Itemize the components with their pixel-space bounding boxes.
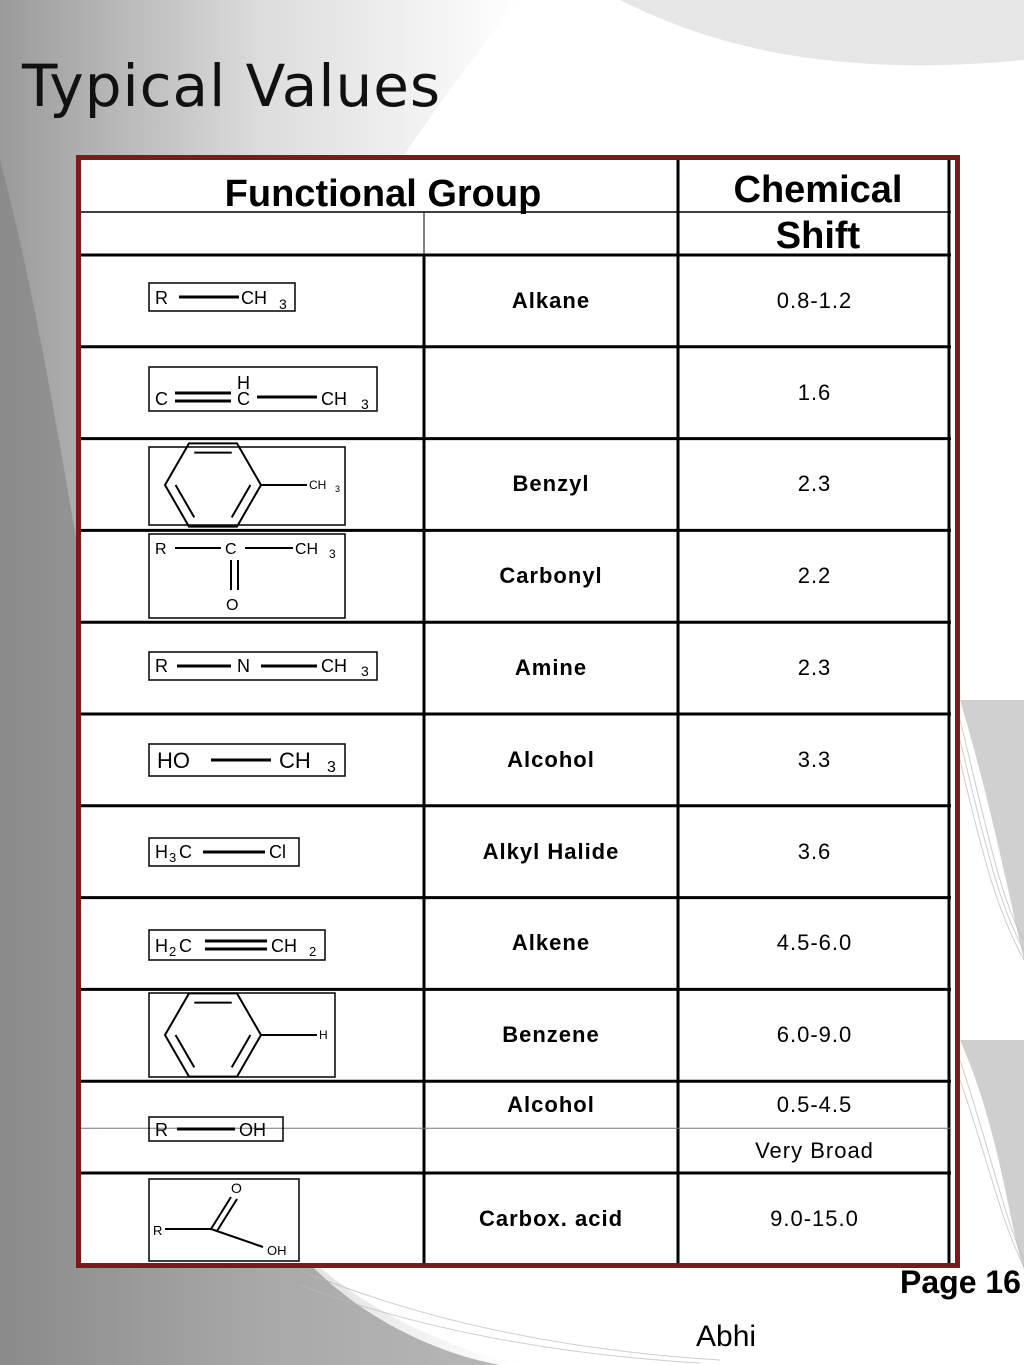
header-chemical-shift-line2: Shift	[775, 215, 861, 257]
chemical-shift-value: 0.5-4.5	[776, 1091, 853, 1117]
chemical-shift-value: 2.3	[797, 655, 832, 681]
structure-atom-label: CH	[271, 935, 297, 956]
table-body	[81, 160, 955, 1263]
structure-atom-label: C	[179, 935, 192, 956]
header-functional-group: Functional Group	[224, 173, 542, 215]
chemical-shift-value: 3.6	[797, 838, 832, 864]
structure-atom-label: 3	[329, 547, 336, 562]
structure-diagram	[81, 439, 424, 531]
structure-atom-label: C	[179, 841, 192, 862]
structure-atom-label: H	[155, 841, 168, 862]
structure-atom-label: 2	[169, 943, 177, 959]
structure-atom-label: CH	[295, 541, 319, 559]
structure-atom-label: H	[319, 1028, 328, 1043]
functional-group-name: Carbox. acid	[478, 1205, 624, 1231]
structure-atom-label: 3	[279, 296, 287, 312]
structure-atom-label: CH	[321, 656, 347, 677]
author-name: Abhi	[696, 1320, 757, 1353]
structure-atom-label: R	[155, 288, 168, 308]
slide-title: Typical Values	[22, 52, 442, 120]
chemical-shift-note: Very Broad	[755, 1137, 874, 1163]
chemical-shift-value: 6.0-9.0	[776, 1022, 853, 1048]
shift-table	[76, 155, 960, 1268]
structure-atom-label: O	[231, 1180, 242, 1196]
chemical-shift-value: 2.3	[797, 471, 832, 497]
functional-group-name: Benzyl	[512, 471, 590, 497]
structure-diagram	[81, 898, 424, 990]
functional-group-name: Alcohol	[507, 1091, 595, 1117]
structure-atom-label: R	[153, 1223, 163, 1238]
structure-atom-label: O	[226, 597, 239, 615]
structure-atom-label: C	[225, 541, 237, 559]
header-chemical-shift-line1: Chemical	[733, 169, 903, 211]
page-number: Page 16	[900, 1264, 1021, 1300]
structure-atom-label: H	[237, 372, 250, 393]
structure-diagram	[81, 530, 424, 622]
structure-atom-label: R	[155, 1120, 168, 1141]
functional-group-name: Amine	[514, 655, 588, 681]
chemical-shift-value: 0.8-1.2	[776, 287, 853, 313]
chemical-shift-value: 3.3	[797, 746, 832, 772]
structure-atom-label: 3	[335, 483, 341, 494]
functional-group-name: Carbonyl	[499, 563, 603, 589]
structure-atom-label: R	[155, 656, 168, 677]
structure-diagram	[81, 714, 424, 806]
structure-atom-label: CH	[309, 477, 327, 492]
chemical-shift-value: 2.2	[797, 563, 832, 589]
structure-diagram	[81, 989, 424, 1081]
functional-group-name	[424, 347, 678, 439]
structure-atom-label: 3	[169, 849, 177, 865]
functional-group-name: Alkene	[511, 930, 591, 956]
structure-diagram	[81, 255, 424, 347]
functional-group-name: Alkyl Halide	[482, 838, 620, 864]
chemical-shift-value: 9.0-15.0	[770, 1205, 859, 1231]
chemical-shift-value: 4.5-6.0	[776, 930, 853, 956]
structure-atom-label: 3	[327, 759, 336, 776]
functional-group-name: Alcohol	[507, 746, 595, 772]
functional-group-name: Benzene	[502, 1022, 600, 1048]
structure-diagram	[81, 347, 424, 439]
structure-atom-label: Cl	[269, 841, 286, 862]
structure-atom-label: CH	[321, 388, 347, 409]
structure-atom-label: 2	[309, 943, 317, 959]
structure-diagram	[81, 1173, 424, 1265]
structure-atom-label: 3	[361, 663, 369, 680]
chemical-shift-value: 1.6	[797, 379, 832, 405]
structure-atom-label: C	[155, 388, 168, 409]
structure-atom-label: CH	[279, 748, 311, 773]
structure-atom-label: R	[155, 541, 167, 559]
structure-diagram	[81, 622, 424, 714]
structure-atom-label: OH	[239, 1120, 266, 1141]
structure-atom-label: HO	[157, 748, 190, 773]
structure-diagram	[81, 1081, 424, 1173]
structure-atom-label: H	[155, 935, 168, 956]
structure-atom-label: CH	[241, 288, 267, 308]
structure-atom-label: N	[237, 656, 250, 677]
functional-group-name: Alkane	[511, 287, 591, 313]
structure-atom-label: OH	[267, 1243, 287, 1258]
structure-atom-label: C	[237, 388, 250, 409]
structure-diagram	[81, 806, 424, 898]
structure-atom-label: 3	[361, 395, 369, 412]
